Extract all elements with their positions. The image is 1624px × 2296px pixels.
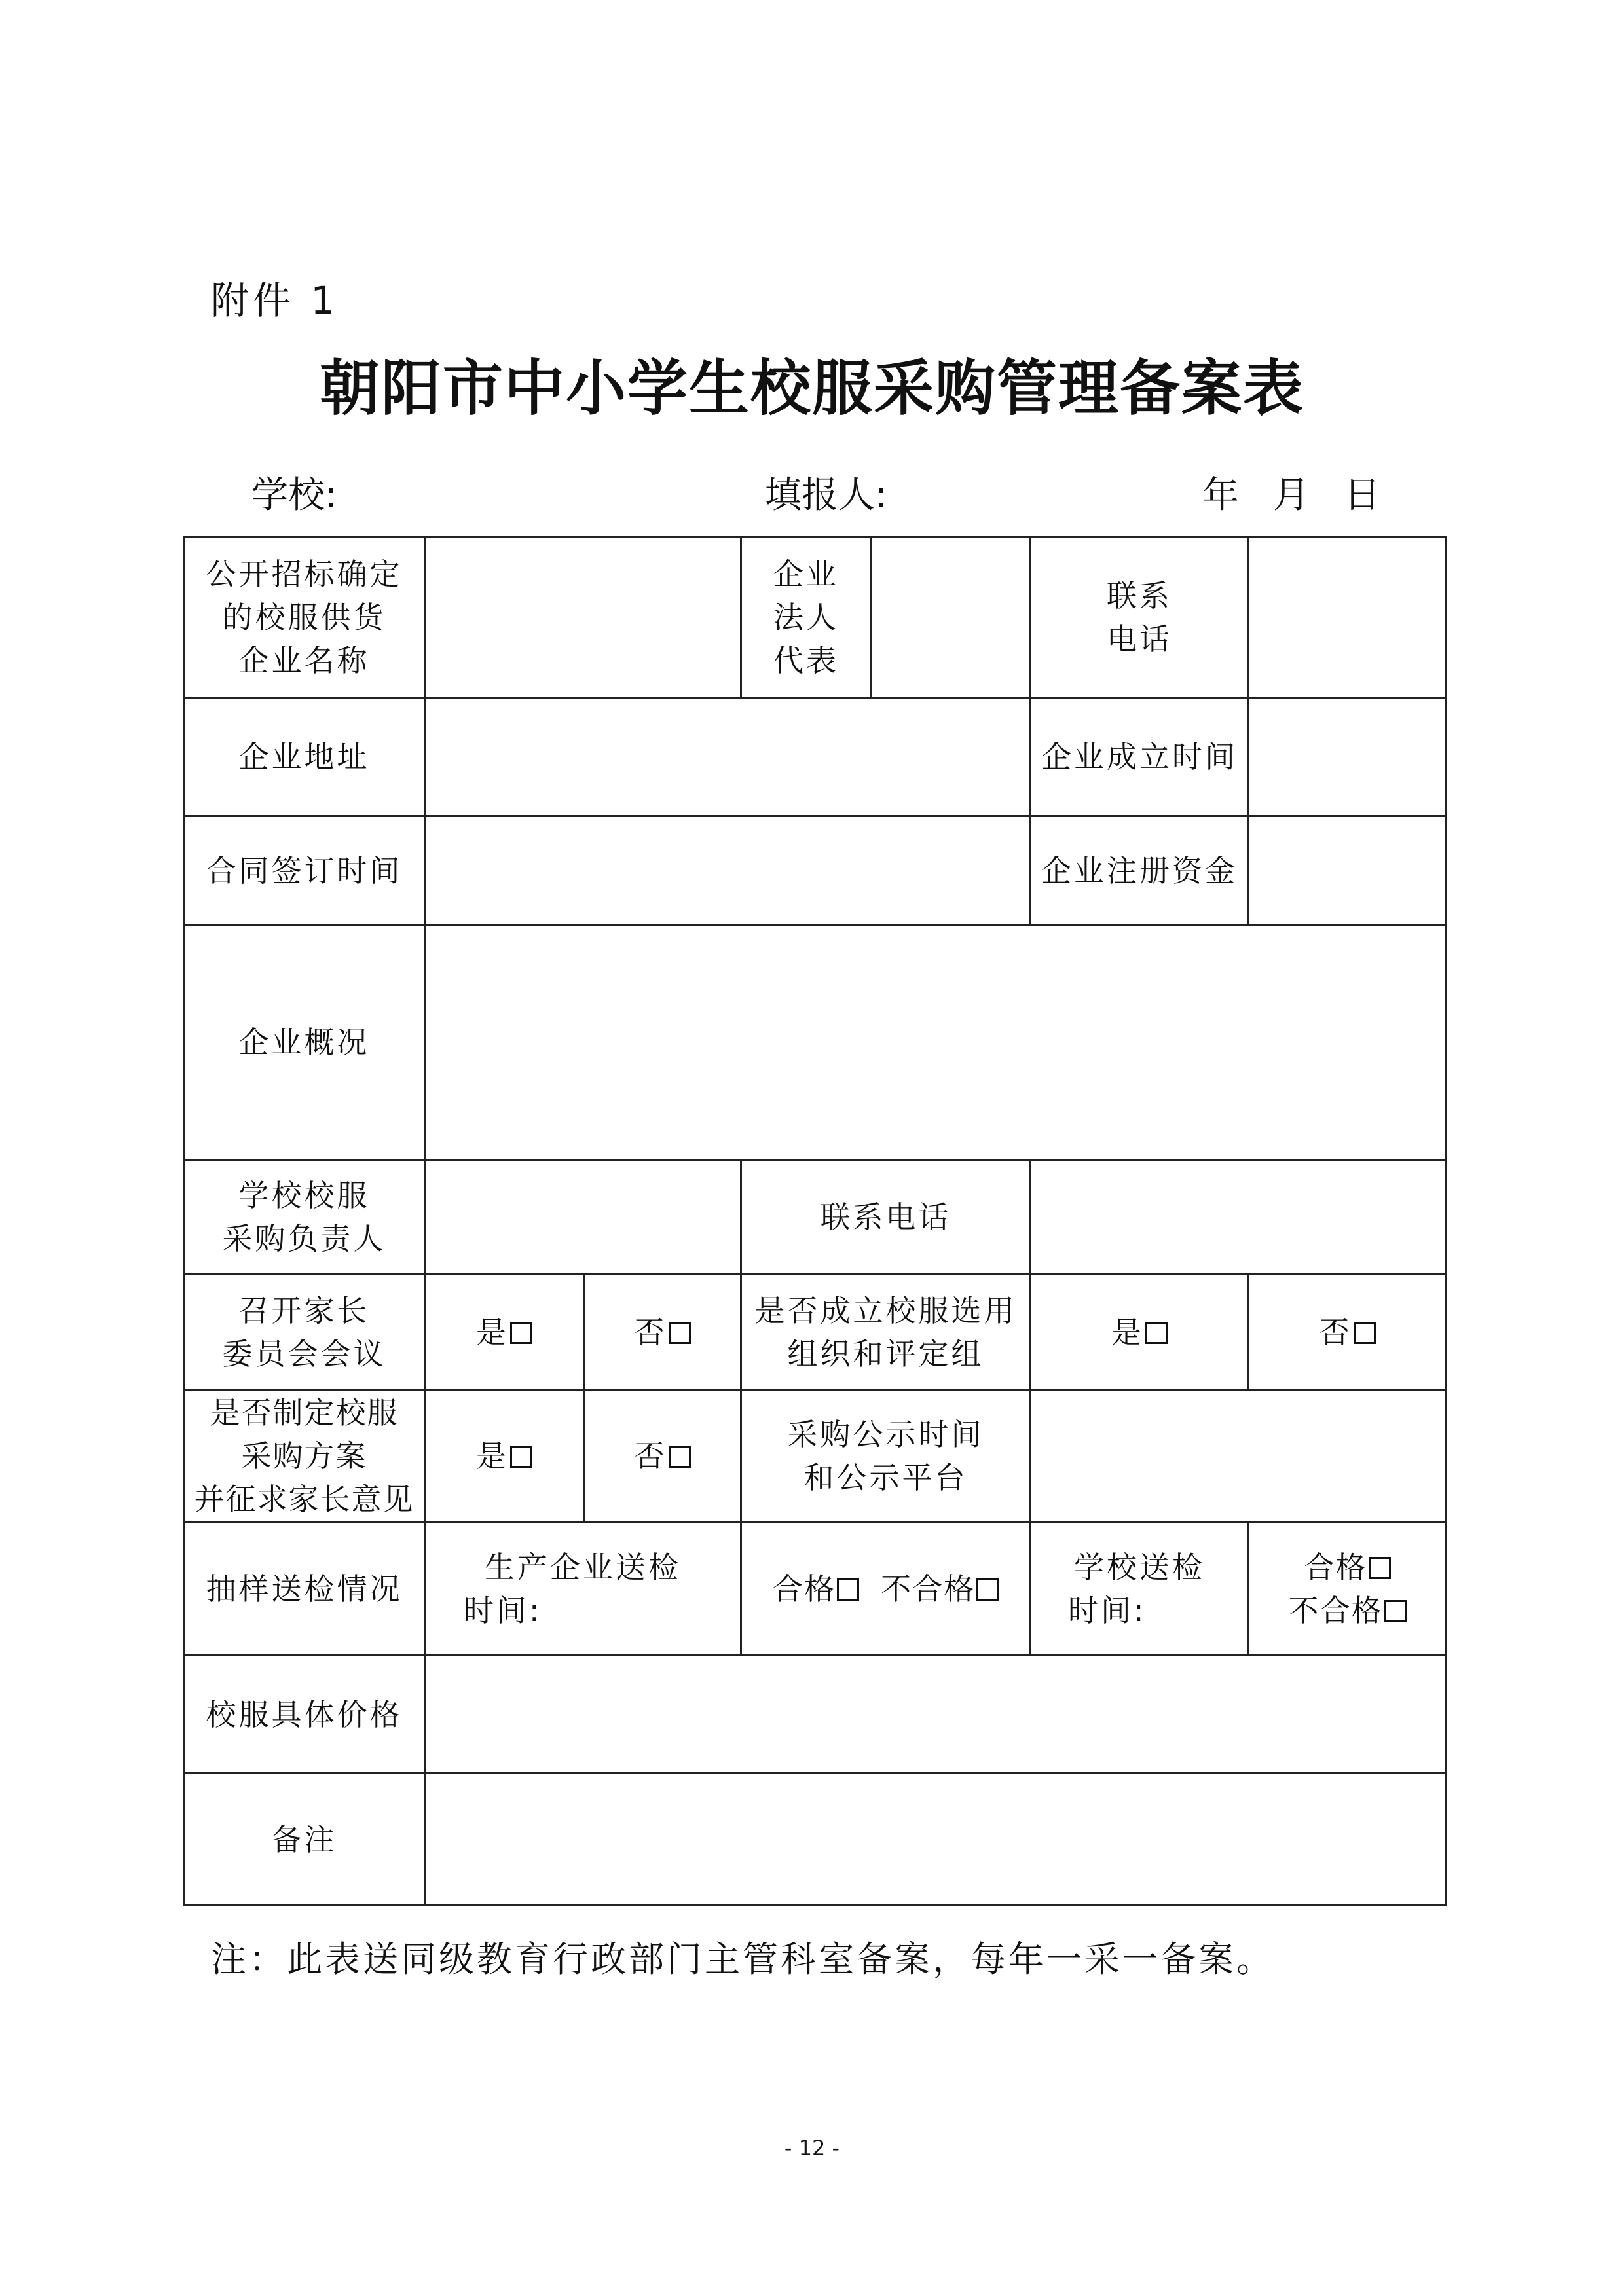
- checkbox-icon[interactable]: [976, 1578, 999, 1601]
- checkbox-icon[interactable]: [1145, 1322, 1168, 1344]
- row-address: [184, 698, 1447, 816]
- founded-field[interactable]: [1249, 698, 1447, 816]
- producer-test-result[interactable]: 合格 不合格: [741, 1522, 1031, 1656]
- price-label: 校服具体价格: [184, 1656, 425, 1774]
- checkbox-icon[interactable]: [669, 1322, 691, 1344]
- supplier-name-label: 公开招标确定 的校服供货 企业名称: [184, 537, 425, 698]
- capital-label: 企业注册资金: [1031, 816, 1249, 925]
- checkbox-icon[interactable]: [1354, 1322, 1376, 1344]
- price-field[interactable]: [425, 1656, 1447, 1774]
- legal-rep-field[interactable]: [872, 537, 1031, 698]
- contact-phone-field[interactable]: [1031, 1160, 1447, 1275]
- year-label: 年: [1202, 474, 1239, 517]
- checkbox-icon[interactable]: [510, 1446, 532, 1468]
- checkbox-icon[interactable]: [510, 1322, 532, 1344]
- page-number: - 12 -: [784, 2136, 840, 2160]
- record-form-table: [183, 536, 1447, 1906]
- row-plan: [184, 1391, 1447, 1522]
- contract-date-field[interactable]: [425, 816, 1031, 925]
- founded-label: 企业成立时间: [1031, 698, 1249, 816]
- checkbox-icon[interactable]: [1369, 1557, 1391, 1579]
- row-overview: [184, 925, 1447, 1160]
- contact-phone-label: 联系电话: [741, 1160, 1031, 1275]
- page-title: 朝阳市中小学生校服采购管理备案表: [319, 353, 1304, 424]
- publicity-label: 采购公示时间 和公示平台: [741, 1391, 1031, 1522]
- footnote: 注：此表送同级教育行政部门主管科室备案，每年一采一备案。: [211, 1939, 1274, 1980]
- checkbox-icon[interactable]: [837, 1578, 859, 1601]
- parent-meeting-label: 召开家长 委员会会议: [184, 1275, 425, 1391]
- month-label: 月: [1273, 474, 1310, 517]
- row-remark: [184, 1774, 1447, 1906]
- date-labels: [1202, 466, 1380, 519]
- remark-label: 备注: [184, 1774, 425, 1906]
- school-person-label: 学校校服 采购负责人: [184, 1160, 425, 1275]
- row-contract: [184, 816, 1447, 925]
- publicity-field[interactable]: [1031, 1391, 1447, 1522]
- parent-meeting-no[interactable]: 否: [584, 1275, 741, 1391]
- sampling-label: 抽样送检情况: [184, 1522, 425, 1656]
- producer-test-field[interactable]: 生产企业送检 时间:: [425, 1522, 741, 1656]
- checkbox-icon[interactable]: [669, 1446, 691, 1468]
- overview-label: 企业概况: [184, 925, 425, 1160]
- phone-label: 联系 电话: [1031, 537, 1249, 698]
- supplier-name-field[interactable]: [425, 537, 741, 698]
- parent-meeting-yes[interactable]: 是: [425, 1275, 584, 1391]
- overview-field[interactable]: [425, 925, 1447, 1160]
- capital-field[interactable]: [1249, 816, 1447, 925]
- phone-field[interactable]: [1249, 537, 1447, 698]
- plan-no[interactable]: 否: [584, 1391, 741, 1522]
- legal-rep-label: 企业 法人 代表: [741, 537, 872, 698]
- address-label: 企业地址: [184, 698, 425, 816]
- selection-org-yes[interactable]: 是: [1031, 1275, 1249, 1391]
- selection-org-label: 是否成立校服选用 组织和评定组: [741, 1275, 1031, 1391]
- contract-date-label: 合同签订时间: [184, 816, 425, 925]
- day-label: 日: [1344, 474, 1380, 517]
- filler-label: 填报人:: [765, 474, 887, 517]
- selection-org-no[interactable]: 否: [1249, 1275, 1447, 1391]
- remark-field[interactable]: [425, 1774, 1447, 1906]
- row-price: [184, 1656, 1447, 1774]
- address-field[interactable]: [425, 698, 1031, 816]
- row-supplier: [184, 537, 1447, 698]
- plan-label: 是否制定校服 采购方案 并征求家长意见: [184, 1391, 425, 1522]
- row-school-person: [184, 1160, 1447, 1275]
- school-test-field[interactable]: 学校送检 时间:: [1031, 1522, 1249, 1656]
- school-test-result[interactable]: 合格 不合格: [1249, 1522, 1447, 1656]
- checkbox-icon[interactable]: [1384, 1600, 1407, 1622]
- school-person-field[interactable]: [425, 1160, 741, 1275]
- plan-yes[interactable]: 是: [425, 1391, 584, 1522]
- row-parent-meeting: [184, 1275, 1447, 1391]
- school-label: 学校:: [251, 474, 337, 517]
- row-sampling: [184, 1522, 1447, 1656]
- attachment-label: 附件 1: [211, 278, 339, 323]
